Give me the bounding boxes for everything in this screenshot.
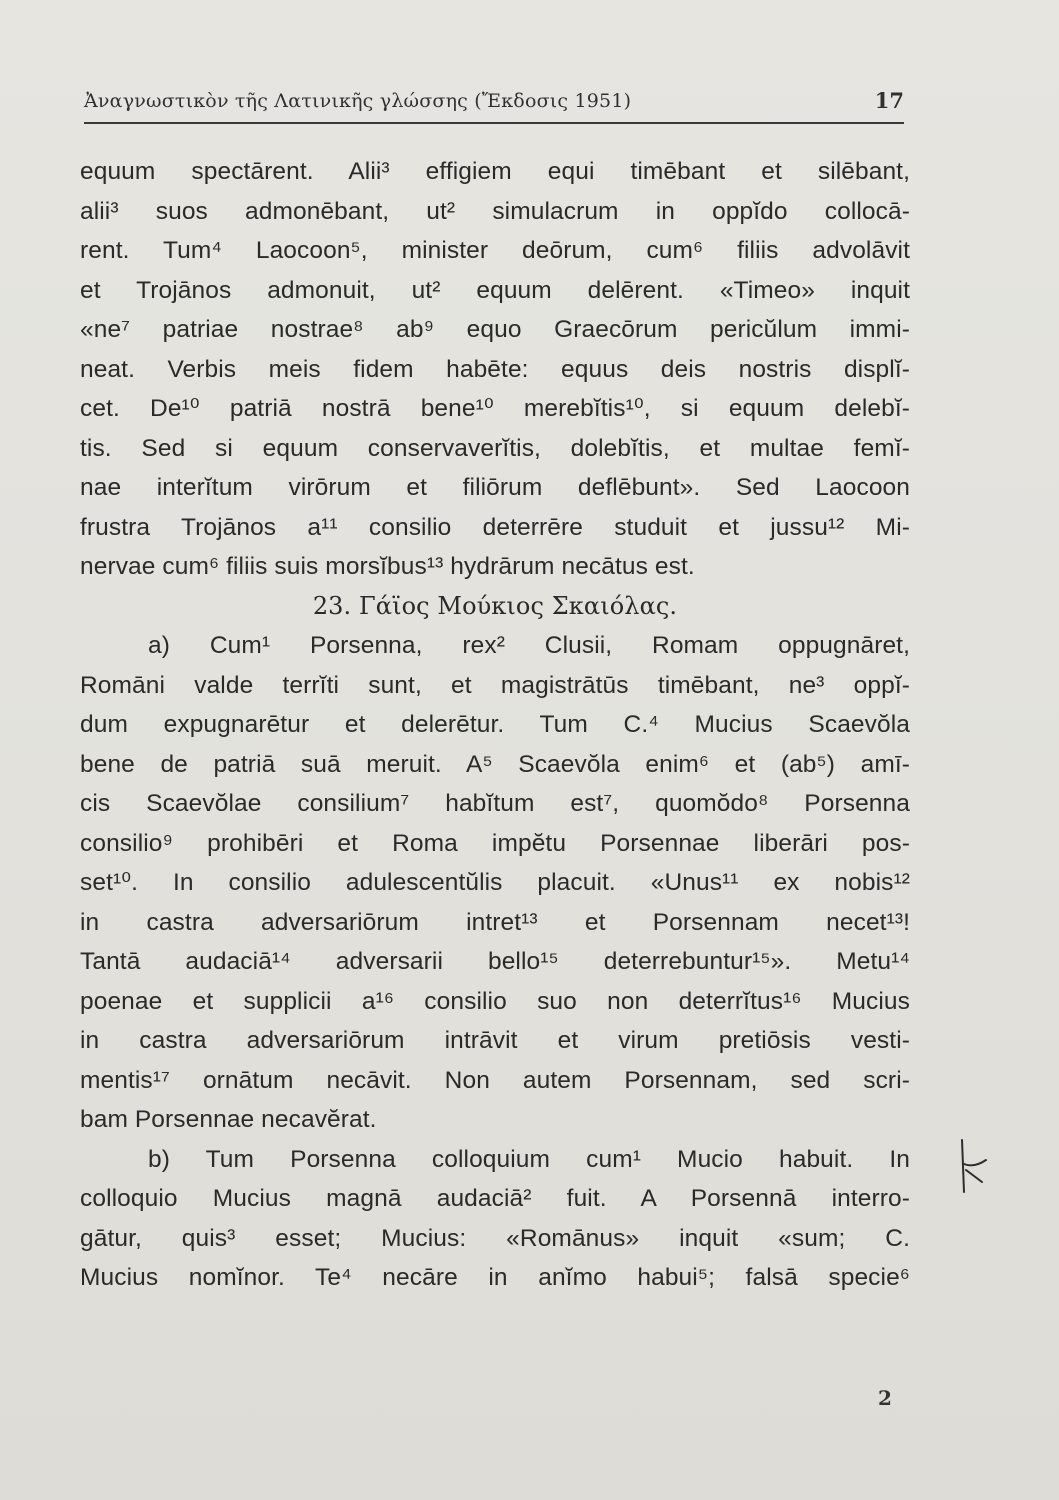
text-line: cet. De¹⁰ patriā nostrā bene¹⁰ merebĭtis¹⁰, si equum delebĭ- — [80, 395, 910, 422]
text-line: tis. Sed si equum conservaverĭtis, dolebĭtis, et multae femĭ- — [80, 434, 910, 462]
text-line: nervae cum⁶ filiis suis morsĭbus¹³ hydrārum necātus est. — [80, 553, 695, 580]
text-line: nae interĭtum virōrum et filiōrum deflēbunt». Sed Laocoon — [80, 474, 910, 501]
text-line: in castra adversariōrum intrāvit et virum pretiōsis vesti- — [80, 1027, 910, 1054]
text-line: equum spectārent. Alii³ effigiem equi timēbant et silēbant, — [80, 158, 910, 185]
text-line: alii³ suos admonēbant, ut² simulacrum in oppĭdo collocā- — [80, 197, 910, 225]
text-line: set¹⁰. In consilio adulescentŭlis placuit. «Unus¹¹ ex nobis¹² — [80, 869, 910, 896]
text-line: Romāni valde terrĭti sunt, et magistrātūs timēbant, ne³ oppĭ- — [80, 671, 910, 699]
text-line: neat. Verbis meis fidem habēte: equus deis nostris displĭ- — [80, 355, 910, 383]
text-line: consilio⁹ prohibēri et Roma impĕtu Porsennae liberāri pos- — [80, 829, 910, 857]
text-line: cis Scaevŏlae consilium⁷ habĭtum est⁷, quomŏdo⁸ Porsenna — [80, 790, 910, 817]
margin-mark-icon — [952, 1138, 992, 1194]
text-line: Tantā audaciā¹⁴ adversarii bello¹⁵ deterrebuntur¹⁵». Metu¹⁴ — [80, 948, 910, 975]
header-title: Ἀναγνωστικὸν τῆς Λατινικῆς γλώσσης (Ἔκδοσις 1951) — [84, 90, 632, 112]
running-header — [84, 88, 904, 124]
text-line: mentis¹⁷ ornātum necāvit. Non autem Porsennam, sed scri- — [80, 1066, 910, 1094]
text-line: bam Porsennae necavĕrat. — [80, 1106, 377, 1133]
text-line: Mucius nomĭnor. Te⁴ necāre in anĭmo habui⁵; falsā specie⁶ — [80, 1264, 910, 1291]
section-title: 23. Γάϊος Μούκιος Σκαιόλας. — [312, 591, 678, 620]
text-line: et Trojānos admonuit, ut² equum delērent. «Timeo» inquit — [80, 276, 910, 304]
text-line: in castra adversariōrum intret¹³ et Porsennam necet¹³! — [80, 908, 910, 936]
text-line: poenae et supplicii a¹⁶ consilio suo non deterrĭtus¹⁶ Mucius — [80, 987, 910, 1015]
text-line: a) Cum¹ Porsenna, rex² Clusii, Romam oppugnāret, — [148, 632, 910, 659]
text-line: rent. Tum⁴ Laocoon⁵, minister deōrum, cum⁶ filiis advolāvit — [80, 237, 910, 264]
text-line: frustra Trojānos a¹¹ consilio deterrēre studuit et jussu¹² Mi- — [80, 513, 910, 541]
page-number: 17 — [874, 88, 904, 113]
text-line: «ne⁷ patriae nostrae⁸ ab⁹ equo Graecōrum pericŭlum immi- — [80, 316, 910, 343]
signature-number: 2 — [878, 1386, 892, 1410]
body-text — [80, 152, 910, 1298]
text-line: colloquio Mucius magnā audaciā² fuit. A Porsennā interro- — [80, 1185, 910, 1212]
text-line: gātur, quis³ esset; Mucius: «Romānus» inquit «sum; C. — [80, 1224, 910, 1252]
text-line: dum expugnarētur et delerētur. Tum C.⁴ Mucius Scaevŏla — [80, 711, 910, 738]
text-line: bene de patriā suā meruit. A⁵ Scaevŏla enim⁶ et (ab⁵) amī- — [80, 750, 910, 778]
text-line: b) Tum Porsenna colloquium cum¹ Mucio habuit. In — [148, 1145, 910, 1173]
